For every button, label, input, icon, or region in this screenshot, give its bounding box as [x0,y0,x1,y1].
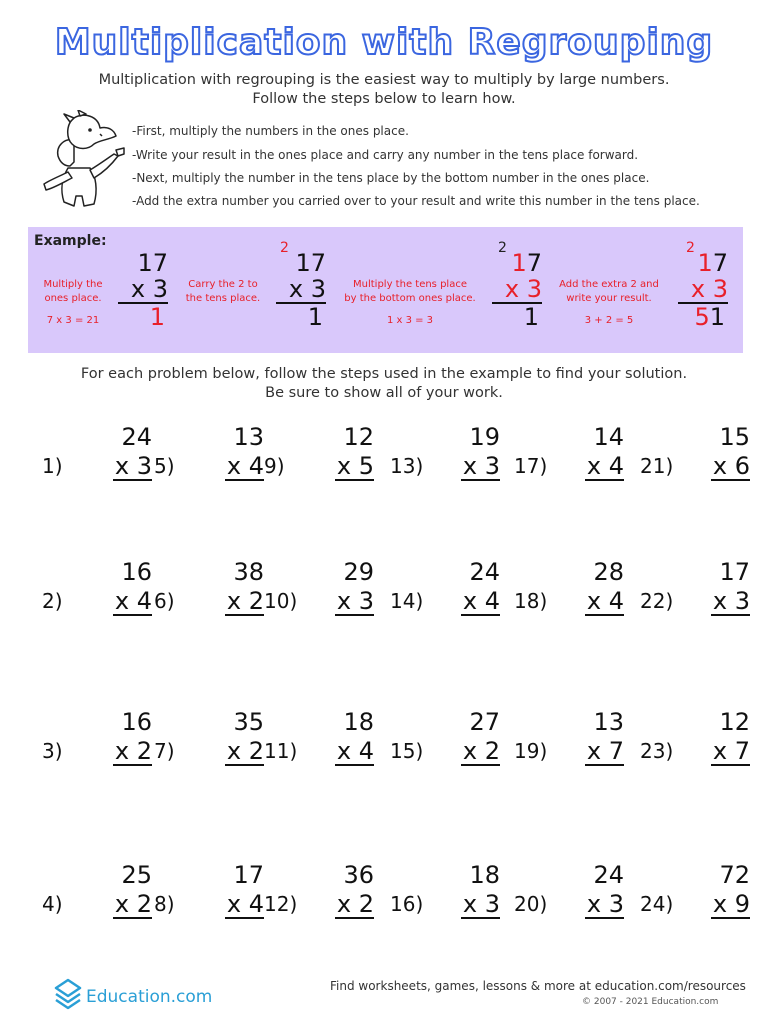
caption-line: Multiply the [43,279,103,290]
top-number: 29 [343,558,374,586]
top-number: 16 [121,708,152,736]
problem-number: 23) [640,739,674,763]
top-number: 13 [593,708,624,736]
step-3: -Next, multiply the number in the tens place by the bottom number in the ones place. [132,171,650,185]
problem-item [264,424,374,484]
rhino-mascot-icon [34,110,128,218]
copyright: © 2007 - 2021 Education.com [582,997,719,1007]
problem-item [154,424,264,484]
problem-number: 3) [42,739,63,763]
problem-item [264,862,374,922]
result-ones: 1 [523,303,539,331]
problem-item [390,709,500,769]
problem-number: 13) [390,454,424,478]
problem-item [390,862,500,922]
problem-item [264,559,374,619]
problem-number: 5) [154,454,175,478]
problem-number: 10) [264,589,298,613]
top-number: 12 [719,708,750,736]
top-number: 15 [719,423,750,451]
problem-item [640,862,750,922]
top-number: 36 [343,861,374,889]
bottom-number: x 6 [712,452,750,480]
caption-line: the tens place. [185,293,261,304]
intro-line-2: Follow the steps below to learn how. [252,91,516,107]
carry-digit: 2 [280,240,289,256]
problem-number: 6) [154,589,175,613]
problem-number: 16) [390,892,424,916]
problem-number: 22) [640,589,674,613]
problem-item [154,709,264,769]
top-number: 12 [343,423,374,451]
problem-item [640,559,750,619]
bottom-number: x 4 [226,452,264,480]
caption-line: Add the extra 2 and [559,279,659,290]
problem-number: 1) [42,454,63,478]
problem-number: 21) [640,454,674,478]
top-number: 18 [343,708,374,736]
bottom-number: x 3 [586,890,624,918]
example-caption-4 [544,278,674,328]
problem-number: 7) [154,739,175,763]
bottom-number: x 3 [712,587,750,615]
problem-item [640,424,750,484]
top-number: 24 [593,861,624,889]
problem-item [514,862,624,922]
tens-digit: 1 [511,249,527,277]
caption-line: Multiply the tens place [353,279,467,290]
result-ones: 1 [307,303,323,331]
bottom-number: x 9 [712,890,750,918]
problem-item [42,862,152,922]
result-number [678,304,728,330]
caption-line: write your result. [566,293,652,304]
problem-number: 8) [154,892,175,916]
tens-digit: 1 [697,249,713,277]
step-1: -First, multiply the numbers in the ones place. [132,124,409,138]
example-problem-1 [118,250,168,330]
bottom-number: x 2 [462,737,500,765]
problem-item [154,559,264,619]
problem-number: 24) [640,892,674,916]
ones-digit: 7 [526,249,542,277]
directions-line-2: Be sure to show all of your work. [265,385,503,401]
bottom-number: x 2 [336,890,374,918]
bottom-number: x 4 [586,587,624,615]
bottom-number: x 4 [226,890,264,918]
step-4: -Add the extra number you carried over to your result and write this number in the tens place. [132,194,700,208]
bottom-number: x 2 [226,587,264,615]
caption-line: by the bottom ones place. [344,293,476,304]
bottom-number: x 3 [276,276,326,304]
bottom-number: x 3 [462,890,500,918]
bottom-number: x 2 [226,737,264,765]
top-number: 24 [121,423,152,451]
problem-item [264,709,374,769]
example-caption-1 [30,278,116,328]
bottom-number: x 5 [336,452,374,480]
caption-calc: 3 + 2 = 5 [584,315,634,326]
top-number: 28 [593,558,624,586]
top-number: 38 [233,558,264,586]
bottom-number: x 4 [462,587,500,615]
education-logo-icon [52,976,84,1014]
bottom-number: x 4 [114,587,152,615]
problem-number: 9) [264,454,285,478]
step-2: -Write your result in the ones place and carry any number in the tens place forward. [132,148,639,162]
page-title: Multiplication with Regrouping [54,22,714,63]
problem-item [390,424,500,484]
problem-number: 14) [390,589,424,613]
bottom-number: x 3 [462,452,500,480]
problem-number: 12) [264,892,298,916]
top-number: 19 [469,423,500,451]
top-number: 17 [137,249,168,277]
top-number: 27 [469,708,500,736]
bottom-number: x 7 [712,737,750,765]
top-number: 72 [719,861,750,889]
carry-digit: 2 [498,240,507,256]
bottom-number: x 3 [114,452,152,480]
problem-item [390,559,500,619]
bottom-number: x 3 [118,276,168,304]
result-tens: 5 [694,303,710,331]
result-ones: 1 [149,303,165,331]
top-number: 14 [593,423,624,451]
problem-item [42,559,152,619]
caption-calc: 7 x 3 = 21 [46,315,100,326]
example-problem-2 [276,240,326,331]
problem-item [514,709,624,769]
example-label: Example: [34,233,107,249]
intro-line-1: Multiplication with regrouping is the easiest way to multiply by large numbers. [98,72,670,88]
problem-number: 11) [264,739,298,763]
bottom-number: x 2 [114,890,152,918]
bottom-number [492,276,542,304]
carry-digit: 2 [686,240,695,256]
top-number: 24 [469,558,500,586]
problem-number: 4) [42,892,63,916]
problem-item [514,559,624,619]
caption-line: ones place. [44,293,102,304]
footer-tagline: Find worksheets, games, lessons & more at education.com/resources [330,979,746,993]
problem-number: 18) [514,589,548,613]
ones-digit: 7 [712,249,728,277]
bottom-number: x 3 [336,587,374,615]
problem-number: 2) [42,589,63,613]
top-number: 16 [121,558,152,586]
bottom-number: x 7 [586,737,624,765]
problem-item [42,424,152,484]
problem-item [154,862,264,922]
top-number: 18 [469,861,500,889]
example-caption-3 [330,278,490,328]
problem-number: 20) [514,892,548,916]
bottom-number: x 4 [586,452,624,480]
top-number: 13 [233,423,264,451]
example-caption-2 [176,278,270,306]
caption-calc: 1 x 3 = 3 [386,315,434,326]
directions-line-1: For each problem below, follow the steps used in the example to find your solution. [80,366,688,382]
problem-number: 19) [514,739,548,763]
top-number: 17 [719,558,750,586]
problem-item [514,424,624,484]
bottom-number: x 4 [336,737,374,765]
example-problem-3 [492,240,542,331]
top-number: 25 [121,861,152,889]
problem-number: 17) [514,454,548,478]
top-number: 35 [233,708,264,736]
bottom-number: x 2 [114,737,152,765]
bottom-value: x 3 [504,275,542,303]
top-number: 17 [295,249,326,277]
problem-item [640,709,750,769]
example-problem-4 [678,240,728,331]
top-number: 17 [233,861,264,889]
result-ones: 1 [709,303,725,331]
problem-item [42,709,152,769]
education-logo-text[interactable]: Education.com [86,987,213,1007]
bottom-value: x 3 [690,275,728,303]
bottom-number [678,276,728,304]
problem-number: 15) [390,739,424,763]
caption-line: Carry the 2 to [188,279,258,290]
